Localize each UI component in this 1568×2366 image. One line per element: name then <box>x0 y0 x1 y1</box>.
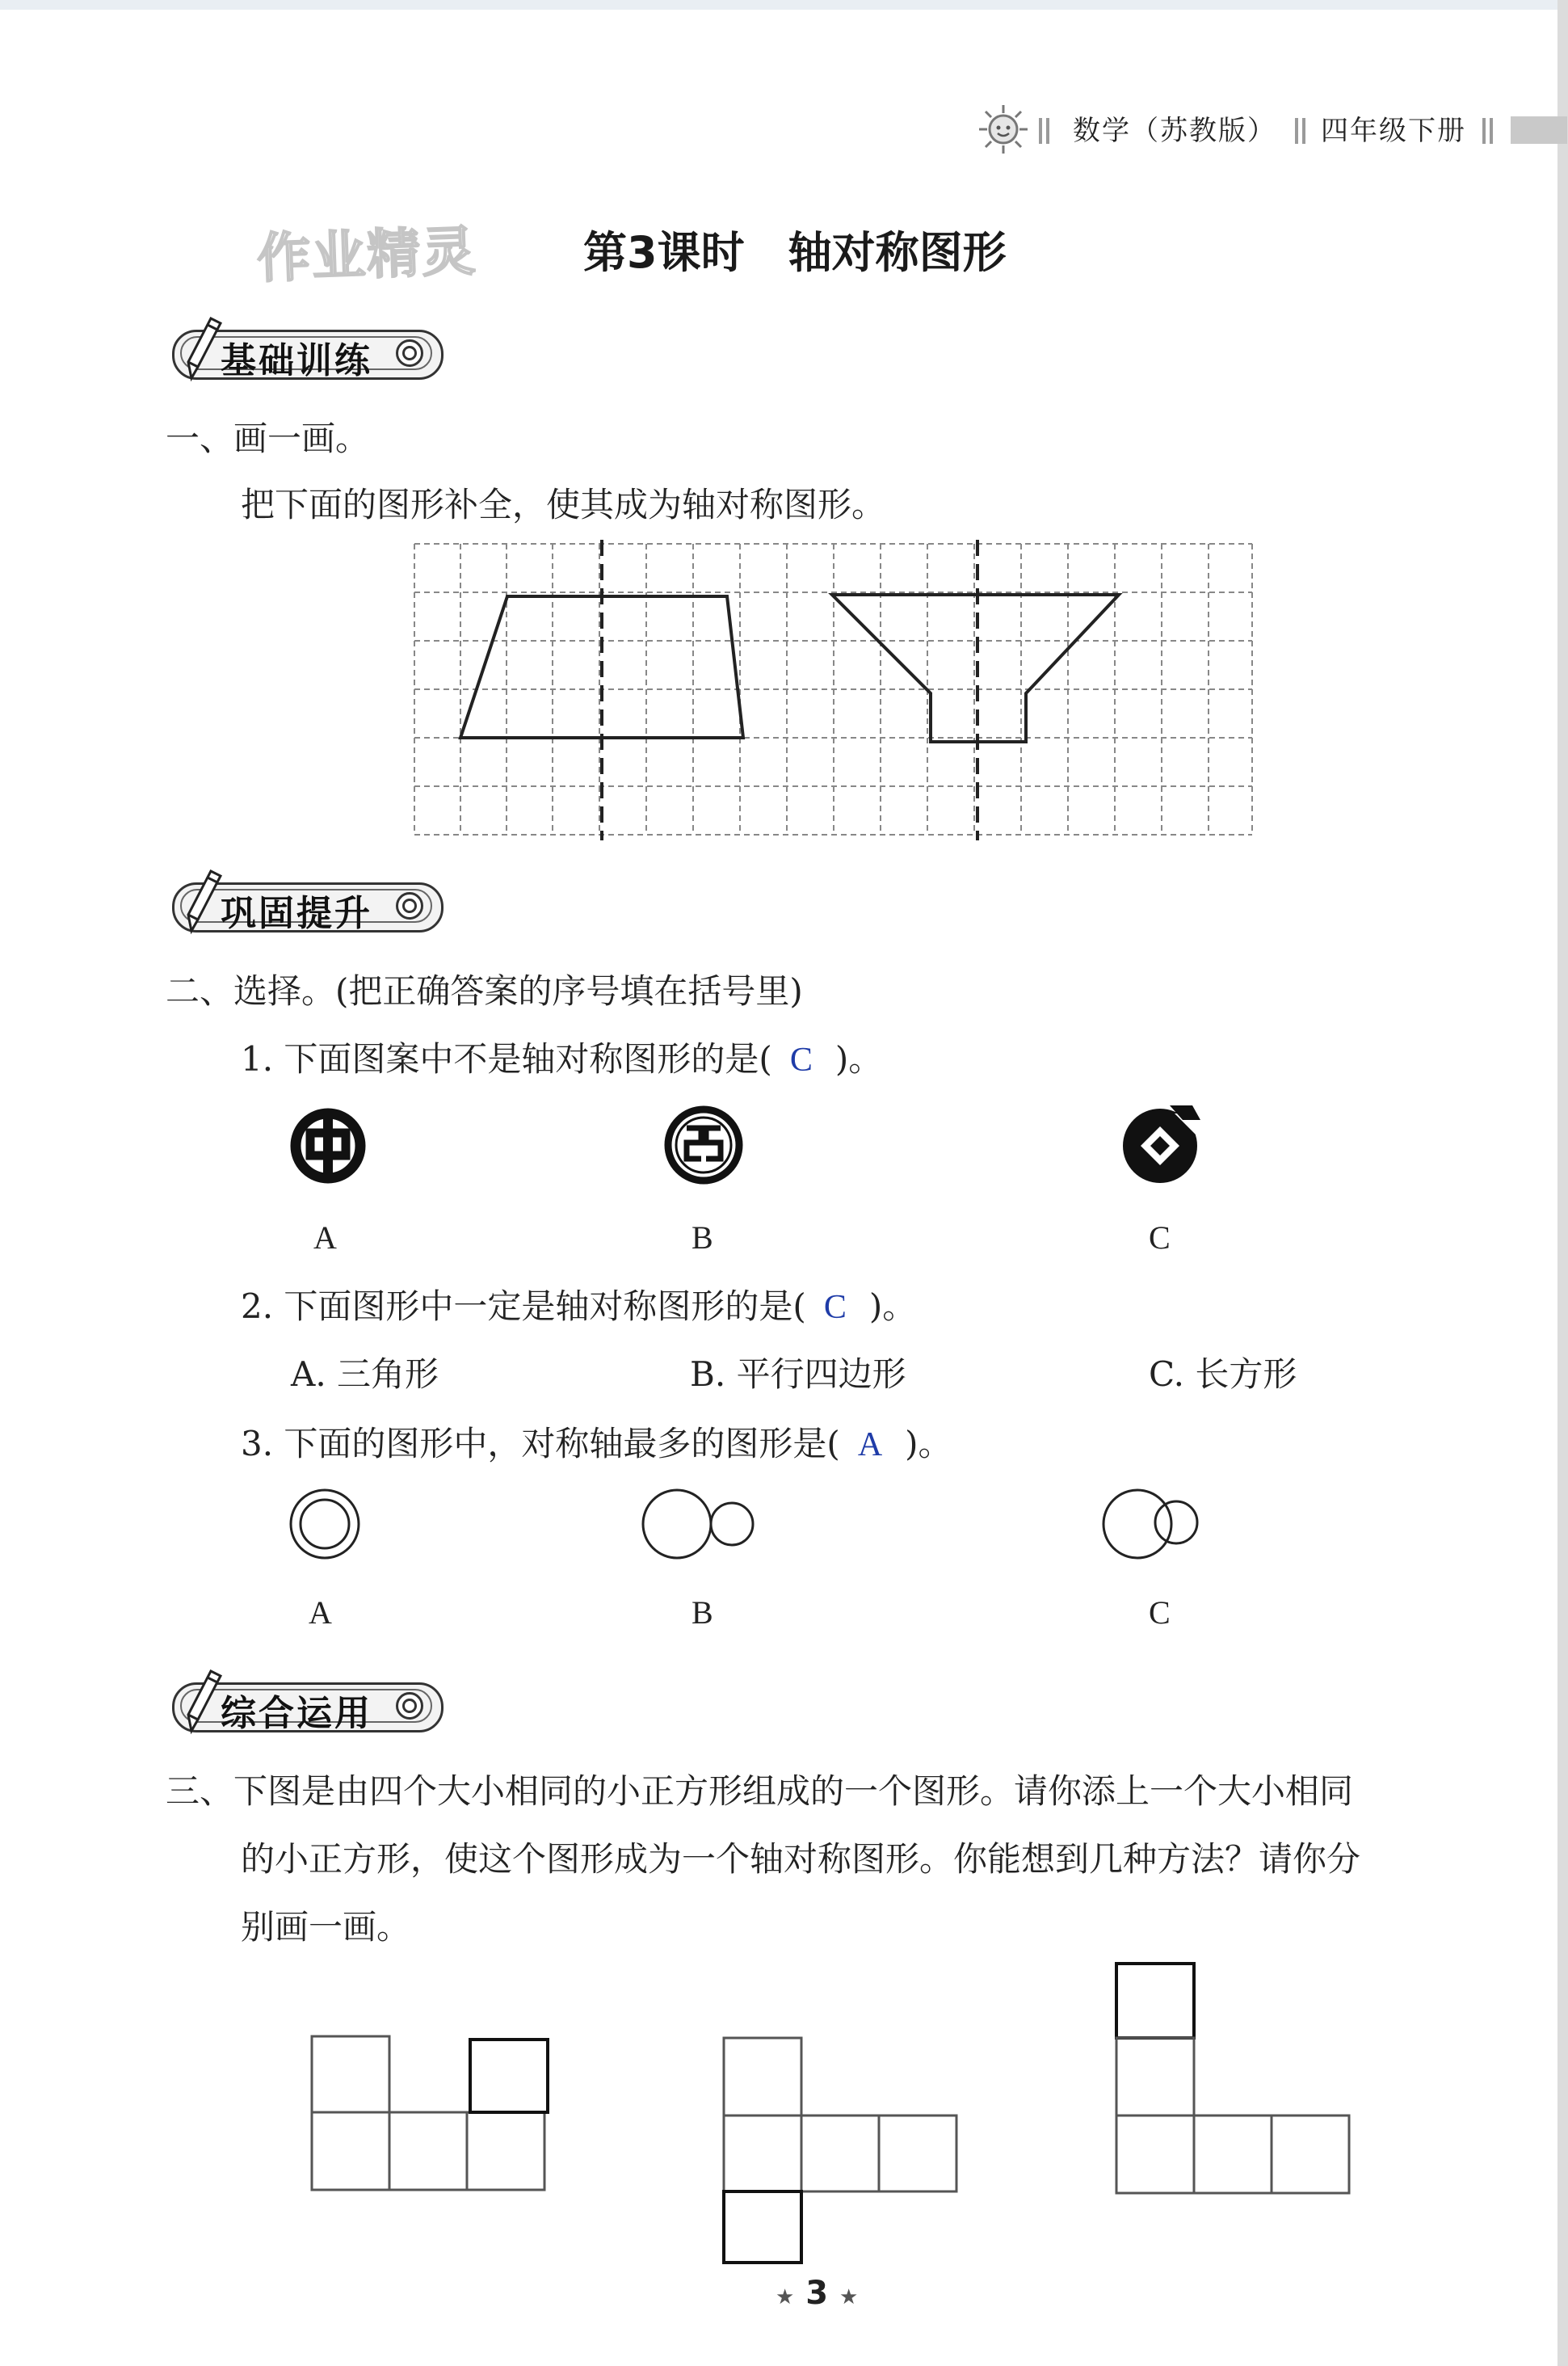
q2-item-3: 3. 下面的图形中，对称轴最多的图形是( A )。 <box>241 1424 952 1463</box>
header-grade: 四年级下册 <box>1321 115 1466 147</box>
right-edge-strip <box>1557 0 1568 2366</box>
answer-text: A <box>857 1426 883 1463</box>
q3-line-2: 的小正方形，使这个图形成为一个轴对称图形。你能想到几种方法？请你分 <box>241 1839 1361 1879</box>
page-title: 第3课时 轴对称图形 <box>583 227 1007 278</box>
q3-line-3: 别画一画。 <box>241 1907 411 1947</box>
q3-line-1: 三、下图是由四个大小相同的小正方形组成的一个图形。请你添上一个大小相同 <box>166 1771 1354 1811</box>
concentric-circles <box>288 1487 362 1561</box>
q2-heading: 二、选择。(把正确答案的序号填在括号里) <box>166 971 803 1011</box>
overlapping-circles <box>1100 1487 1205 1561</box>
answer-text: C <box>823 1289 847 1326</box>
option-label: C <box>1149 1594 1171 1631</box>
section-banner-apply <box>166 1678 444 1734</box>
option-label: A <box>309 1594 332 1631</box>
q1-instruction: 把下面的图形补全，使其成为轴对称图形。 <box>241 485 886 524</box>
pencil-icon <box>183 315 224 383</box>
page-header <box>977 103 1567 155</box>
section-banner-improve <box>166 878 444 934</box>
option-label: A <box>313 1219 337 1256</box>
bank-of-china-logo <box>288 1105 368 1186</box>
q1-heading: 一、画一画。 <box>166 419 370 458</box>
page-number: ★ 3 ★ <box>776 2275 859 2312</box>
symmetric-pattern-logo <box>662 1104 745 1186</box>
square-figure-3 <box>1110 1959 1357 2201</box>
section-banner-basic <box>166 325 444 381</box>
star-icon: ★ <box>776 2285 795 2309</box>
pencil-icon <box>183 1668 224 1736</box>
grid-figure <box>404 540 1260 840</box>
pencil-icon <box>183 868 224 936</box>
q2-item-2: 2. 下面图形中一定是轴对称图形的是( C )。 <box>241 1286 917 1326</box>
watermark: 作业精灵 <box>255 220 478 290</box>
section-label: 基础训练 <box>221 340 372 381</box>
option-label: B <box>692 1594 713 1631</box>
section-label: 综合运用 <box>221 1693 372 1734</box>
sun-icon <box>977 103 1029 155</box>
funnel-shape <box>832 595 1119 742</box>
header-divider <box>1482 118 1497 147</box>
tangent-circles <box>640 1487 761 1561</box>
option-label: B <box>692 1219 713 1256</box>
top-edge-shade <box>0 0 1568 10</box>
q2-item-1: 1. 下面图案中不是轴对称图形的是( C )。 <box>241 1039 883 1079</box>
construction-bank-logo <box>1118 1104 1202 1188</box>
section-label: 巩固提升 <box>221 893 372 934</box>
option-label: B. 平行四边形 <box>690 1354 906 1394</box>
square-figure-2 <box>719 2033 966 2267</box>
option-label: C. 长方形 <box>1149 1354 1297 1394</box>
square-figure-1 <box>307 2030 554 2198</box>
header-tab-block <box>1511 116 1567 144</box>
star-icon: ★ <box>839 2285 859 2309</box>
option-label: A. 三角形 <box>291 1354 439 1394</box>
header-subject: 数学（苏教版） <box>1073 115 1276 147</box>
option-label: C <box>1149 1219 1171 1256</box>
answer-text: C <box>789 1042 813 1079</box>
header-divider <box>1295 118 1309 147</box>
header-divider <box>1039 118 1053 147</box>
